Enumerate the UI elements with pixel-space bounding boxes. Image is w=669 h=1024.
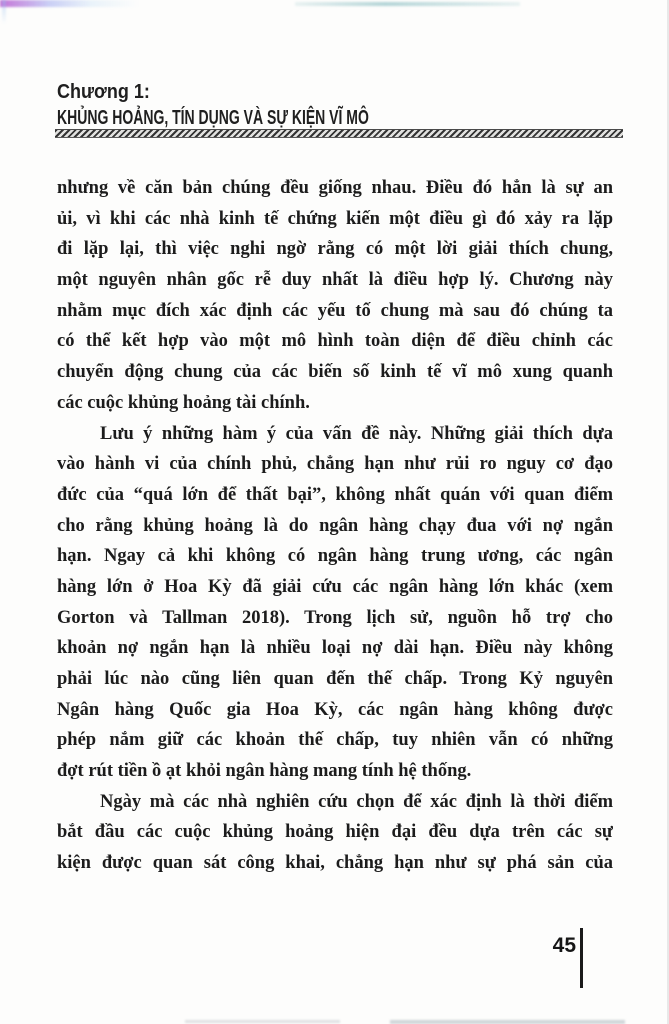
text-line: bắt đầu các cuộc khủng hoảng hiện đại đều dựa trên các sự <box>57 822 613 843</box>
chapter-header <box>57 80 627 130</box>
hatched-divider <box>55 129 623 138</box>
text-line: một nguyên nhân gốc rễ duy nhất là điều hợp lý. Chương này <box>57 270 613 291</box>
text-line: nhưng về căn bản chúng đều giống nhau. Điều đó hẳn là sự an <box>57 178 613 198</box>
scan-line-top <box>295 2 520 6</box>
body-text <box>57 173 613 879</box>
text-line: Gorton và Tallman 2018). Trong lịch sử, nguồn hỗ trợ cho <box>57 607 613 628</box>
text-line: đức của “quá lớn để thất bại”, không nhất quán với quan điểm <box>57 484 613 505</box>
text-line: hạn. Ngay cả khi không có ngân hàng trung ương, các ngân <box>57 546 613 567</box>
scan-smudge-top-left <box>0 0 140 7</box>
chapter-label: Chương 1: <box>57 81 150 103</box>
text-line: Lưu ý những hàm ý của vấn đề này. Những giải thích dựa <box>100 423 613 444</box>
text-line: cho rằng khủng hoảng là do ngân hàng chạy đua với nợ ngắn <box>57 515 613 536</box>
page-number-bar <box>580 928 583 988</box>
text-line: đợt rút tiền ồ ạt khỏi ngân hàng mang tính hệ thống. <box>57 761 472 782</box>
text-line: Ngày mà các nhà nghiên cứu chọn để xác định là thời điểm <box>100 791 613 812</box>
text-line: phải lúc nào cũng liên quan đến thế chấp. Trong Kỷ nguyên <box>57 669 613 689</box>
text-line: kiện được quan sát công khai, chẳng hạn như sự phá sản của <box>57 853 613 874</box>
scan-streak-left <box>2 0 6 24</box>
text-line: hàng lớn ở Hoa Kỳ đã giải cứu các ngân hàng lớn khác (xem <box>57 576 613 597</box>
text-line: chuyển động chung của các biến số kinh tế vĩ mô xung quanh <box>57 362 613 383</box>
chapter-title: KHỦNG HOẢNG, TÍN DỤNG VÀ SỰ KIỆN VĨ MÔ <box>57 107 369 129</box>
text-line: các cuộc khủng hoảng tài chính. <box>57 392 310 413</box>
text-line: khoản nợ ngắn hạn là nhiều loại nợ dài hạn. Điều này không <box>57 638 613 659</box>
text-line: nhằm mục đích xác định các yếu tố chung mà sau đó chúng ta <box>57 300 613 321</box>
text-line: đi lặp lại, thì việc nghi ngờ rằng có một lời giải thích chung, <box>57 239 613 260</box>
page-number: 45 <box>552 934 576 957</box>
text-line: vào hành vi của chính phủ, chẳng hạn như rủi ro nguy cơ đạo <box>57 454 613 475</box>
text-line: phép nắm giữ các khoản thế chấp, tuy nhiên vẫn có những <box>57 730 613 751</box>
text-line: Ngân hàng Quốc gia Hoa Kỳ, các ngân hàng không được <box>57 699 613 720</box>
text-line: có thể kết hợp vào một mô hình toàn diện để điều chỉnh các <box>57 331 613 352</box>
scan-smudge-bottom <box>185 1020 340 1023</box>
text-line: ủi, vì khi các nhà kinh tế chứng kiến một điều gì đó xảy ra lặp <box>57 208 613 229</box>
scan-smudge-bottom <box>390 1020 625 1024</box>
